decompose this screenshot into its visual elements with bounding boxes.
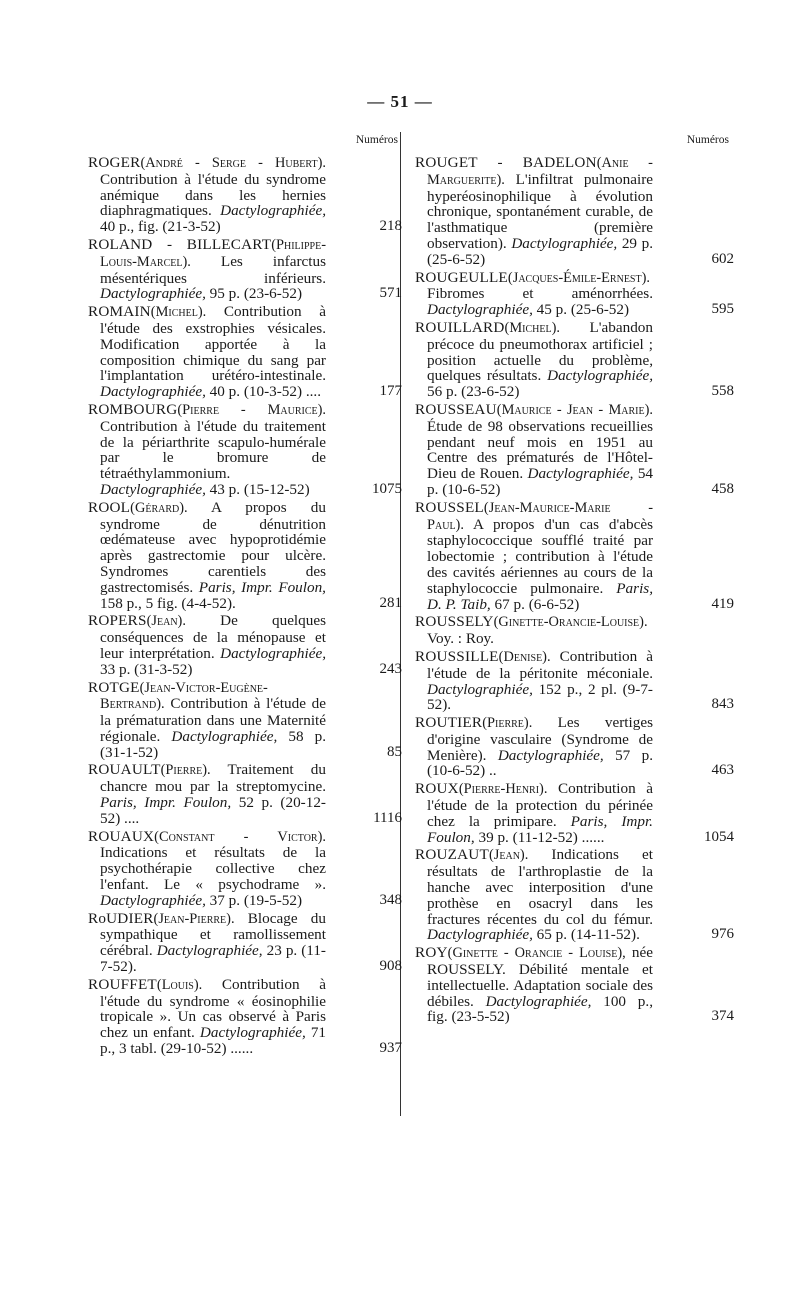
author-given-names: (Jean-Victor-Eugène-Bertrand). bbox=[100, 679, 268, 713]
author-surname: ROY bbox=[415, 944, 448, 962]
thesis-entry bbox=[88, 909, 402, 976]
entry-publisher: Dactylographiée, bbox=[100, 891, 206, 909]
thesis-entry bbox=[415, 318, 734, 401]
author-given-names: (Pierre). bbox=[482, 715, 533, 732]
thesis-entry bbox=[415, 268, 734, 319]
author-given-names: (Michel). bbox=[150, 304, 207, 321]
entry-details: 29 p. (25-6-52) bbox=[427, 234, 653, 268]
entry-title: Étude de 98 observations recueillies pendant neuf mois en 1951 au Centre des prématurés de l'Hôtel-Dieu de Rouen. bbox=[427, 417, 653, 483]
entry-number: 1054 bbox=[704, 828, 734, 845]
entry-details: 40 p. (10-3-52) .... bbox=[205, 383, 322, 401]
entry-title: Contribution à l'étude du syndrome anémique dans les hernies diaphragmatiques. bbox=[100, 170, 326, 220]
entry-text bbox=[88, 829, 326, 909]
entry-title: née ROUSSELY. Débilité mentale et intellectuelle. Adaptation sociale des débiles. bbox=[427, 944, 654, 1010]
entry-text bbox=[88, 911, 326, 975]
right-entry-list bbox=[415, 154, 734, 1026]
author-surname: ROUAUX bbox=[88, 827, 155, 845]
entry-number: 571 bbox=[379, 285, 402, 302]
entry-details: 57 p. (10-6-52) .. bbox=[427, 746, 654, 780]
entry-number: 843 bbox=[711, 696, 734, 713]
entry-publisher: Paris, Impr. Foulon, bbox=[198, 578, 326, 596]
entry-number: 458 bbox=[711, 480, 734, 497]
entry-publisher: Paris, Impr. Foulon, bbox=[427, 812, 653, 846]
entry-title: De quelques conséquences de la ménopause et leur interprétation. bbox=[100, 612, 326, 662]
thesis-entry bbox=[88, 235, 402, 303]
entry-number: 602 bbox=[711, 250, 734, 267]
entry-number: 177 bbox=[379, 383, 402, 400]
author-given-names: (Pierre-Henri). bbox=[458, 781, 548, 798]
author-surname: ROUSSILLE bbox=[415, 647, 499, 665]
entry-title: Contribution à l'étude de la protection du périnée chez la primipare. bbox=[427, 780, 653, 830]
author-given-names: (Jacques-Émile-Ernest). bbox=[507, 269, 650, 286]
entry-text bbox=[88, 613, 326, 677]
author-given-names: (Ginette - Orancie - Louise), bbox=[447, 945, 626, 962]
entry-text bbox=[415, 155, 653, 268]
author-surname: ROUSSELY bbox=[415, 613, 494, 631]
author-given-names: (Ginette-Orancie-Louise). bbox=[493, 614, 648, 631]
entry-publisher: Dactylographiée, bbox=[527, 465, 634, 483]
entry-publisher: Dactylographiée, bbox=[199, 1024, 306, 1042]
author-surname: ROMBOURG bbox=[88, 400, 178, 418]
thesis-entry bbox=[415, 944, 734, 1026]
entry-title: A propos d'un cas d'abcès staphylococcique soufflé traité par lobectomie ; contribution à l'étude des cavités aériennes au cours de la staphylococcie pulmonaire. bbox=[427, 515, 653, 597]
entry-number: 218 bbox=[379, 218, 402, 235]
entry-publisher: Dactylographiée, bbox=[171, 727, 278, 745]
entry-title: Les infarctus mésentériques inférieurs. bbox=[100, 252, 326, 287]
author-given-names: (Gérard). bbox=[130, 499, 188, 516]
author-surname: ROTGE bbox=[88, 678, 140, 696]
entry-title: Contribution à l'étude des exstrophies vésicales. Modification apportée à la composition chimique du sang par l'implantation urétéro-intestinale. bbox=[100, 303, 326, 385]
entry-publisher: Dactylographiée, bbox=[100, 285, 206, 303]
entry-title: Traitement du chancre mou par la streptomycine. bbox=[100, 761, 326, 796]
entry-details: 152 p., 2 pl. (9-7-52). bbox=[427, 680, 653, 714]
entry-publisher: Dactylographiée, bbox=[156, 942, 263, 960]
entry-text bbox=[415, 270, 653, 318]
author-surname: ROUFFET bbox=[88, 975, 157, 993]
author-surname: ROUAULT bbox=[88, 761, 161, 779]
entry-details: 71 p., 3 tabl. (29-10-52) ...... bbox=[100, 1024, 326, 1058]
author-given-names: (Anie - Marguerite). bbox=[427, 155, 653, 188]
right-column bbox=[415, 132, 734, 1027]
author-given-names: (Constant - Victor). bbox=[154, 828, 326, 845]
entry-number: 281 bbox=[379, 594, 402, 611]
thesis-entry bbox=[415, 498, 734, 613]
entry-title: Indications et résultats de l'arthroplastie de la hanche avec interposition d'une prothèse en osacryl dans les fractures récentes du col du fémur. bbox=[427, 846, 653, 928]
author-surname: ROUGEULLE bbox=[415, 268, 508, 286]
thesis-entry bbox=[88, 975, 402, 1058]
author-given-names: (Pierre - Maurice). bbox=[177, 401, 326, 418]
left-column bbox=[88, 132, 402, 1059]
entry-text bbox=[415, 945, 653, 1025]
author-surname: ROUGET - BADELON bbox=[415, 154, 597, 171]
author-surname: ROUZAUT bbox=[415, 846, 489, 864]
thesis-entry bbox=[415, 154, 734, 268]
thesis-entry bbox=[415, 714, 734, 780]
author-given-names: (Maurice - Jean - Marie). bbox=[496, 401, 653, 418]
entry-details: 95 p. (23-6-52) bbox=[205, 285, 303, 303]
entry-text bbox=[415, 649, 653, 713]
entry-publisher: Dactylographiée, bbox=[497, 746, 604, 764]
entry-details: 33 p. (31-3-52) bbox=[100, 660, 193, 678]
entry-title: Contribution à l'étude du syndrome « éosinophilie tropicale ». Un cas observé à Paris chez un enfant. bbox=[100, 975, 326, 1042]
entry-text bbox=[88, 237, 326, 302]
thesis-entry bbox=[415, 614, 715, 647]
page-number: — 51 — bbox=[367, 92, 433, 111]
entry-text bbox=[88, 680, 326, 761]
entry-title: Fibromes et aménorrhées. bbox=[427, 285, 653, 303]
author-surname: ROLAND - BILLECART bbox=[88, 235, 272, 253]
thesis-entry bbox=[88, 761, 402, 827]
author-surname: ROUILLARD bbox=[415, 318, 505, 336]
author-given-names: (Jean-Maurice-Marie - Paul). bbox=[427, 499, 653, 533]
thesis-entry bbox=[88, 400, 402, 498]
entry-text bbox=[415, 715, 653, 779]
author-given-names: (Michel). bbox=[504, 319, 560, 336]
entry-details: 23 p. (11-7-52). bbox=[100, 942, 326, 976]
column-header-left: Numéros bbox=[355, 134, 398, 146]
entry-title: Les vertiges d'origine vasculaire (Syndrome de Menière). bbox=[427, 714, 653, 764]
thesis-entry bbox=[88, 612, 402, 678]
entry-text bbox=[415, 781, 653, 845]
entry-details: 158 p., 5 fig. (4-4-52). bbox=[100, 594, 236, 612]
entry-publisher: Dactylographiée, bbox=[100, 480, 206, 498]
entry-publisher: Dactylographiée, bbox=[485, 992, 592, 1010]
author-surname: ROUSSEL bbox=[415, 498, 484, 516]
entry-number: 374 bbox=[711, 1008, 734, 1025]
entry-publisher: Paris, D. P. Taib, bbox=[427, 579, 653, 613]
thesis-entry bbox=[415, 780, 734, 846]
entry-details: 65 p. (14-11-52). bbox=[532, 926, 640, 944]
entry-publisher: Dactylographiée, bbox=[427, 926, 533, 944]
entry-title: A propos du syndrome de dénutrition œdémateuse avec hypoprotidémie après gastrectomie pour ulcère. Syndromes carentiels des gastrectomisés. bbox=[100, 498, 326, 596]
thesis-entry bbox=[88, 678, 402, 761]
author-surname: ROMAIN bbox=[88, 303, 151, 321]
thesis-entry bbox=[415, 400, 734, 498]
entry-text bbox=[88, 304, 326, 400]
entry-number: 419 bbox=[711, 595, 734, 612]
entry-number: 908 bbox=[379, 958, 402, 975]
entry-title: Blocage du sympathique et ramollissement cérébral. bbox=[100, 909, 326, 960]
entry-title: Contribution à l'étude de la prématuration dans une Maternité régionale. bbox=[100, 695, 326, 745]
entry-title: L'abandon précoce du pneumothorax artificiel ; position actuelle du problème, quelques résultats. bbox=[427, 318, 653, 385]
entry-number: 243 bbox=[379, 660, 402, 677]
entry-number: 463 bbox=[711, 762, 734, 779]
entry-text bbox=[415, 320, 653, 400]
author-given-names: (Jean-Pierre). bbox=[153, 910, 235, 927]
author-given-names: (Jean). bbox=[488, 847, 529, 864]
author-surname: ROGER bbox=[88, 154, 141, 171]
entry-text bbox=[415, 614, 653, 647]
entry-text bbox=[88, 762, 326, 826]
entry-details: 39 p. (11-12-52) ...... bbox=[474, 828, 605, 846]
entry-publisher: Paris, Impr. Foulon, bbox=[100, 794, 232, 812]
entry-title: Contribution à l'étude du traitement de la périarthrite scapulo-humérale par le bromure de tétraéthylammonium. bbox=[100, 417, 326, 483]
author-given-names: (Denise). bbox=[498, 648, 551, 665]
entry-number: 348 bbox=[379, 891, 402, 908]
entry-text bbox=[88, 977, 326, 1057]
entry-details: 56 p. (23-6-52) bbox=[427, 383, 520, 401]
author-given-names: (Pierre). bbox=[160, 762, 211, 779]
entry-text bbox=[88, 500, 326, 612]
author-surname: ROUSSEAU bbox=[415, 400, 497, 418]
entry-title: Voy. : bbox=[427, 630, 466, 648]
entry-number: 595 bbox=[711, 301, 734, 318]
entry-title: L'infiltrat pulmonaire hyperéosinophilique à évolution chronique, spontanément curable, de l'asthmatique (première observation). bbox=[427, 170, 653, 252]
thesis-entry bbox=[415, 846, 734, 944]
author-surname: ROUX bbox=[415, 780, 459, 798]
entry-title: Contribution à l'étude de la péritonite méconiale. bbox=[427, 647, 653, 682]
entry-publisher: Dactylographiée, bbox=[547, 367, 653, 385]
entry-number: 1075 bbox=[372, 480, 402, 497]
entry-publisher: Dactylographiée, bbox=[511, 234, 618, 252]
entry-number: 937 bbox=[379, 1040, 402, 1057]
entry-text bbox=[415, 402, 653, 498]
entry-details: 45 p. (25-6-52) bbox=[532, 301, 630, 319]
thesis-entry bbox=[88, 498, 402, 612]
entry-publisher: Dactylographiée, bbox=[427, 301, 533, 319]
entry-details: Roy. bbox=[465, 630, 494, 648]
entry-number: 976 bbox=[711, 926, 734, 943]
thesis-entry bbox=[415, 647, 734, 714]
thesis-entry bbox=[88, 827, 402, 909]
entry-publisher: Dactylographiée, bbox=[100, 383, 206, 401]
entry-publisher: Dactylographiée, bbox=[220, 202, 326, 220]
entry-number: 1116 bbox=[373, 809, 402, 826]
entry-title: Indications et résultats de la psychothérapie collective chez l'enfant. Le « psychodrame ». bbox=[100, 844, 326, 894]
entry-details: 37 p. (19-5-52) bbox=[205, 891, 303, 909]
entry-text bbox=[88, 402, 326, 498]
author-given-names: (Jean). bbox=[146, 613, 186, 630]
entry-details: 58 p. (31-1-52) bbox=[100, 727, 326, 761]
entry-text bbox=[88, 155, 326, 235]
author-surname: ROPERS bbox=[88, 612, 147, 630]
author-surname: ROUTIER bbox=[415, 714, 483, 732]
entry-number: 85 bbox=[387, 743, 402, 760]
entry-details: 40 p., fig. (21-3-52) bbox=[100, 218, 221, 236]
entry-details: 52 p. (20-12-52) .... bbox=[100, 794, 326, 827]
author-given-names: (Philippe-Louis-Marcel). bbox=[100, 236, 326, 270]
entry-details: 54 p. (10-6-52) bbox=[427, 465, 653, 498]
thesis-entry bbox=[88, 154, 402, 236]
entry-publisher: Dactylographiée, bbox=[427, 680, 533, 698]
author-surname: ROOL bbox=[88, 498, 131, 516]
author-surname: RoUDIER bbox=[88, 909, 154, 927]
entry-number: 558 bbox=[711, 383, 734, 400]
left-entry-list bbox=[88, 154, 402, 1058]
entry-details: 43 p. (15-12-52) bbox=[205, 480, 310, 498]
author-given-names: (André - Serge - Hubert). bbox=[140, 155, 326, 171]
column-header-right: Numéros bbox=[686, 134, 729, 146]
entry-text bbox=[415, 847, 653, 943]
entry-publisher: Dactylographiée, bbox=[220, 644, 326, 662]
entry-details: 100 p., fig. (23-5-52) bbox=[427, 992, 653, 1026]
entry-details: 67 p. (6-6-52) bbox=[490, 595, 580, 613]
author-given-names: (Louis). bbox=[156, 976, 203, 993]
entry-text bbox=[415, 500, 653, 613]
thesis-entry bbox=[88, 303, 402, 401]
